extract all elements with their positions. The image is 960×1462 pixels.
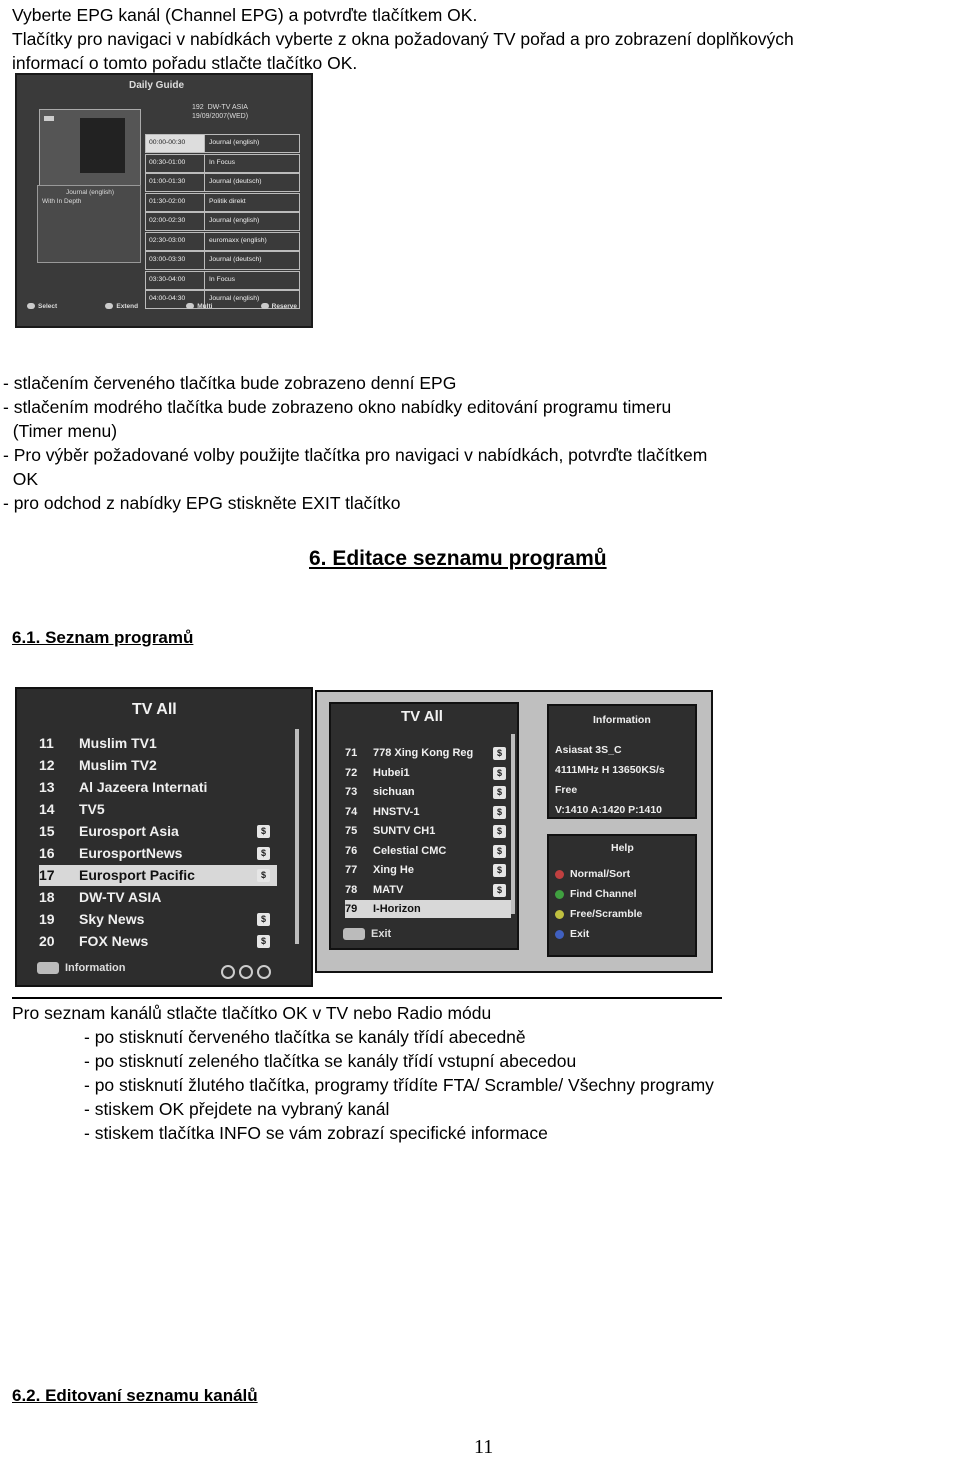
intro-line-1: Vyberte EPG kanál (Channel EPG) a potvrďte tlačítkem OK.	[12, 5, 478, 25]
info-line: V:1410 A:1420 P:1410	[555, 804, 663, 816]
epg-time: 00:00-00:30	[146, 135, 205, 152]
dot-icon	[239, 965, 253, 979]
channel-row[interactable]	[39, 799, 277, 820]
epg-info-sub: With In Depth	[42, 198, 82, 205]
epg-program: Journal (deutsch)	[209, 178, 262, 185]
epg-time: 02:30-03:00	[146, 233, 205, 250]
scrambled-icon: $	[257, 869, 270, 882]
channel-name: Eurosport Asia	[79, 823, 179, 839]
page-dots	[217, 963, 271, 981]
epg-date: 19/09/2007(WED)	[192, 113, 249, 120]
color-key-icon	[555, 890, 564, 899]
help-item-label: Find Channel	[570, 888, 637, 900]
epg-program: Journal (deutsch)	[209, 256, 262, 263]
tv-list-footer	[343, 928, 391, 940]
channel-number: 17	[39, 867, 55, 883]
color-key-icon	[555, 910, 564, 919]
tv-all-screenshot-1	[15, 687, 313, 987]
epg-title: Daily Guide	[129, 80, 185, 91]
epg-footer-extend: Extend	[105, 303, 138, 310]
exit-key-icon	[343, 928, 365, 940]
channel-row[interactable]	[345, 842, 511, 860]
help-item	[555, 908, 642, 920]
epg-program: In Focus	[209, 275, 236, 283]
help-title: Help	[611, 842, 634, 854]
channel-number: 76	[345, 844, 358, 857]
info-title: Information	[593, 714, 651, 726]
channel-number: 15	[39, 823, 55, 839]
section-6-heading: 6. Editace seznamu programů	[309, 547, 607, 570]
channel-name: Celestial CMC	[373, 844, 447, 857]
channel-name: 778 Xing Kong Reg	[373, 747, 474, 759]
section-6-1-heading: 6.1. Seznam programů	[12, 628, 194, 647]
epg-help-3: (Timer menu)	[3, 421, 118, 441]
channel-number: 20	[39, 933, 55, 949]
epg-schedule-grid	[145, 134, 300, 310]
epg-time: 04:00-04:30	[146, 291, 205, 308]
channel-number: 77	[345, 864, 358, 876]
intro-line-3: informací o tomto pořadu stlačte tlačítko OK.	[12, 53, 358, 73]
epg-program: euromaxx (english)	[209, 236, 267, 244]
channel-row[interactable]	[345, 803, 511, 821]
epg-schedule-row[interactable]	[145, 134, 300, 153]
channel-row[interactable]	[39, 733, 277, 754]
channel-number: 75	[345, 825, 358, 837]
scrambled-icon: $	[493, 864, 506, 877]
list-help-item-3: - po stisknutí žlutého tlačítka, programy třídíte FTA/ Scramble/ Všechny programy	[84, 1075, 714, 1095]
video-badge	[44, 116, 54, 121]
epg-footer	[27, 303, 297, 310]
scrambled-icon: $	[493, 884, 506, 897]
epg-time: 01:30-02:00	[146, 194, 205, 211]
channel-number: 71	[345, 747, 358, 759]
channel-row[interactable]	[39, 755, 277, 776]
epg-time: 00:30-01:00	[146, 155, 205, 172]
help-item-label: Free/Scramble	[570, 908, 643, 920]
epg-program: Journal (english)	[209, 295, 260, 302]
footer-label: Exit	[371, 928, 392, 940]
channel-name: SUNTV CH1	[373, 825, 436, 837]
channel-name: sichuan	[373, 786, 415, 798]
channel-name: I-Horizon	[373, 903, 421, 915]
epg-schedule-row[interactable]	[145, 271, 300, 290]
info-line: Free	[555, 784, 578, 796]
yellow-key-icon	[261, 303, 269, 309]
channel-name: Xing He	[373, 864, 414, 876]
divider-line	[12, 997, 722, 999]
epg-channel: 192 DW-TV ASIA	[192, 104, 248, 111]
color-key-icon	[555, 870, 564, 879]
channel-row[interactable]	[39, 909, 277, 930]
scrambled-icon: $	[493, 845, 506, 858]
epg-video-preview	[39, 109, 141, 186]
help-item	[555, 868, 630, 880]
info-line: Asiasat 3S_C	[555, 744, 622, 756]
epg-program-info	[37, 185, 141, 263]
footer-label: Information	[65, 962, 126, 974]
channel-number: 16	[39, 845, 55, 861]
tv-list-footer	[37, 962, 126, 974]
page-number: 11	[474, 1436, 494, 1458]
channel-number: 72	[345, 766, 358, 779]
channel-name: MATV	[373, 883, 404, 896]
channel-number: 73	[345, 786, 358, 798]
channel-row[interactable]	[345, 764, 511, 782]
intro-line-2: Tlačítky pro navigaci v nabídkách vyberte z okna požadovaný TV pořad a pro zobrazení doplňkových	[12, 29, 794, 49]
epg-help-5: OK	[3, 469, 39, 489]
channel-name: Muslim TV1	[79, 735, 157, 751]
channel-number: 14	[39, 801, 55, 817]
dot-icon	[221, 965, 235, 979]
epg-program: In Focus	[209, 158, 236, 166]
epg-program: Journal (english)	[209, 139, 260, 146]
video-figure	[80, 118, 125, 173]
epg-footer-select: Select	[27, 303, 57, 310]
ok-key-icon	[27, 303, 35, 309]
help-item-label: Exit	[570, 928, 590, 940]
channel-row[interactable]	[345, 783, 511, 801]
channel-row[interactable]	[39, 887, 277, 908]
scrambled-icon: $	[257, 913, 270, 926]
epg-schedule-row[interactable]	[145, 232, 300, 251]
epg-help-4: - Pro výběr požadované volby použijte tlačítka pro navigaci v nabídkách, potvrďte tlačítkem	[3, 445, 708, 465]
epg-screenshot	[15, 73, 313, 328]
dot-icon	[257, 965, 271, 979]
epg-help-2: - stlačením modrého tlačítka bude zobrazeno okno nabídky editování programu timeru	[3, 397, 672, 417]
green-key-icon	[186, 303, 194, 309]
channel-row[interactable]	[345, 861, 511, 879]
epg-schedule-row[interactable]	[145, 251, 300, 270]
list-help-item-4: - stiskem OK přejdete na vybraný kanál	[84, 1099, 390, 1119]
channel-row[interactable]	[39, 777, 277, 798]
channel-name: FOX News	[79, 933, 149, 949]
channel-row[interactable]	[345, 900, 511, 918]
epg-time: 01:00-01:30	[146, 174, 205, 191]
channel-number: 19	[39, 911, 55, 927]
epg-schedule-row[interactable]	[145, 173, 300, 192]
channel-row[interactable]	[39, 843, 277, 864]
channel-row[interactable]	[39, 865, 277, 886]
epg-program: Politik direkt	[209, 197, 246, 205]
epg-info-title: Journal (english)	[66, 189, 115, 196]
epg-schedule-row[interactable]	[145, 154, 300, 173]
scrambled-icon: $	[257, 935, 270, 948]
scrambled-icon: $	[493, 747, 506, 760]
scrambled-icon: $	[493, 825, 506, 838]
channel-name: Hubei1	[373, 766, 410, 779]
channel-row[interactable]	[345, 822, 511, 840]
info-key-icon	[105, 303, 113, 309]
channel-name: EurosportNews	[79, 845, 183, 861]
color-key-icon	[555, 930, 564, 939]
channel-number: 11	[39, 735, 54, 751]
channel-name: Muslim TV2	[79, 757, 157, 773]
epg-schedule-row[interactable]	[145, 212, 300, 231]
information-panel	[547, 704, 697, 819]
tv-list-panel	[329, 702, 519, 950]
info-key-icon	[37, 962, 59, 974]
epg-schedule-row[interactable]	[145, 193, 300, 212]
channel-number: 74	[345, 805, 358, 818]
channel-name: Sky News	[79, 911, 145, 927]
list-help-item-5: - stiskem tlačítka INFO se vám zobrazí specifické informace	[84, 1123, 548, 1143]
help-item	[555, 888, 637, 900]
channel-name: HNSTV-1	[373, 805, 420, 818]
tv-all-screenshot-2	[315, 690, 713, 973]
help-panel	[547, 834, 697, 957]
channel-number: 79	[345, 903, 358, 915]
list-help-item-2: - po stisknutí zeleného tlačítka se kanály třídí vstupní abecedou	[84, 1051, 577, 1071]
epg-footer-multi: Multi	[186, 303, 212, 310]
scrambled-icon: $	[257, 825, 270, 838]
channel-number: 78	[345, 883, 358, 896]
scrambled-icon: $	[493, 767, 506, 780]
channel-number: 13	[39, 779, 55, 795]
tv-list-title: TV All	[401, 708, 443, 725]
scrambled-icon: $	[257, 847, 270, 860]
channel-name: Al Jazeera Internati	[79, 779, 208, 795]
help-item-label: Normal/Sort	[570, 868, 631, 880]
scrollbar	[295, 729, 299, 944]
scrollbar	[511, 734, 515, 914]
channel-number: 12	[39, 757, 55, 773]
epg-time: 03:00-03:30	[146, 252, 205, 269]
list-help-lead: Pro seznam kanálů stlačte tlačítko OK v TV nebo Radio módu	[12, 1003, 492, 1023]
channel-name: TV5	[79, 801, 105, 817]
help-item	[555, 928, 589, 940]
epg-footer-reserve: Reserve	[261, 303, 297, 310]
epg-program: Journal (english)	[209, 217, 260, 224]
channel-number: 18	[39, 889, 55, 905]
scrambled-icon: $	[493, 806, 506, 819]
epg-channel-header	[192, 103, 248, 121]
tv-list-title: TV All	[132, 701, 177, 718]
channel-name: Eurosport Pacific	[79, 867, 195, 883]
channel-row[interactable]	[39, 821, 277, 842]
epg-time: 02:00-02:30	[146, 213, 205, 230]
epg-time: 03:30-04:00	[146, 272, 205, 289]
scrambled-icon: $	[493, 786, 506, 799]
list-help-item-1: - po stisknutí červeného tlačítka se kanály třídí abecedně	[84, 1027, 526, 1047]
channel-row[interactable]	[39, 931, 277, 952]
channel-row[interactable]	[345, 744, 511, 762]
channel-name: DW-TV ASIA	[79, 889, 162, 905]
channel-row[interactable]	[345, 881, 511, 899]
epg-help-1: - stlačením červeného tlačítka bude zobrazeno denní EPG	[3, 373, 457, 393]
section-6-2-heading: 6.2. Editovaní seznamu kanálů	[12, 1386, 258, 1405]
epg-help-6: - pro odchod z nabídky EPG stiskněte EXIT tlačítko	[3, 493, 401, 513]
info-line: 4111MHz H 13650KS/s	[555, 764, 665, 776]
